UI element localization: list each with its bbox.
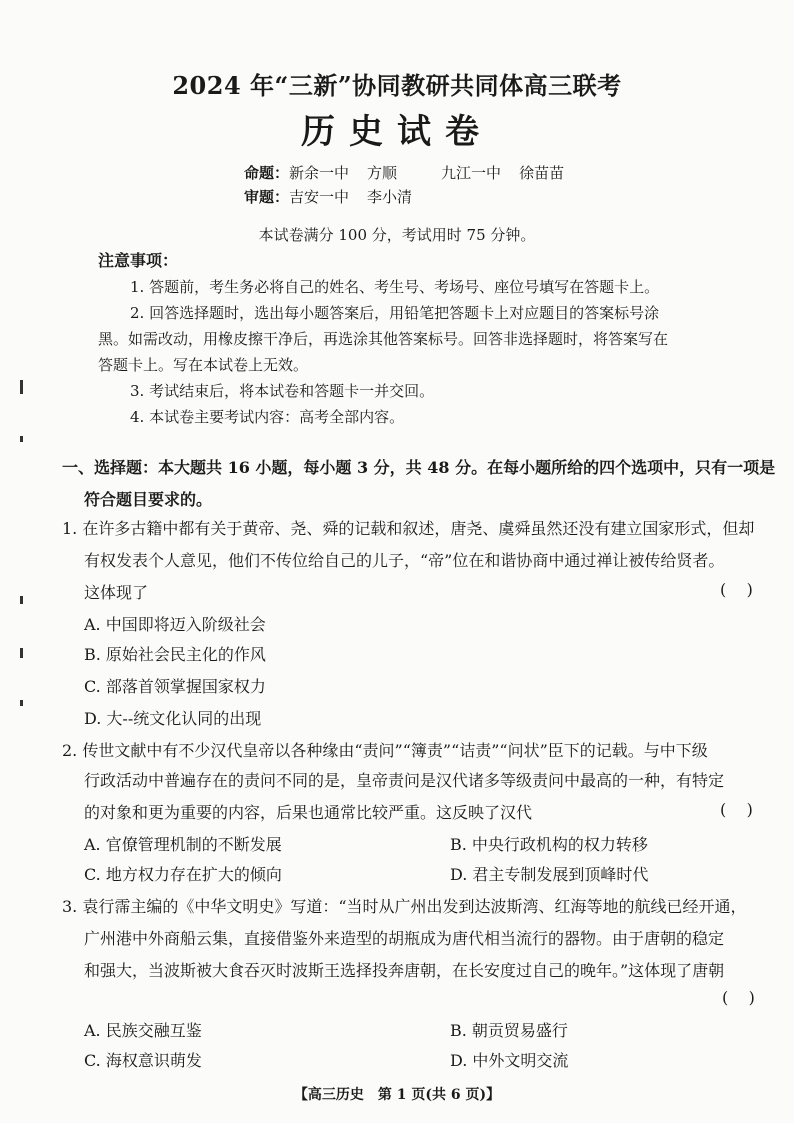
section-heading: 一、选择题：本大题共 16 小题，每小题 3 分，共 48 分。在每小题所给的四个选项中，只有一项是 <box>62 458 776 477</box>
subject-title: 历史试卷 <box>301 112 493 152</box>
exam-intro: 本试卷满分 100 分，考试用时 75 分钟。 <box>258 226 536 244</box>
question-3-stem: 和强大，当波斯被大食吞灭时波斯王选择投奔唐朝，在长安度过自己的晚年。”这体现了唐朝 <box>84 961 725 980</box>
question-2-stem: 的对象和更为重要的内容，后果也通常比较严重。这反映了汉代 <box>84 803 533 822</box>
notice-line: 答题卡上。写在本试卷上无效。 <box>98 356 309 374</box>
setter-label: 命题： <box>244 164 290 182</box>
setter-name: 方顺 <box>367 164 398 182</box>
question-1-stem: 1. 在许多古籍中都有关于黄帝、尧、舜的记载和叙述，唐尧、虞舜虽然还没有建立国家形式，但却 <box>62 519 755 538</box>
answer-blank: ( ) <box>720 800 753 819</box>
reviewer-name: 李小清 <box>367 188 413 206</box>
option-b: B. 原始社会民主化的作风 <box>84 645 266 664</box>
notice-line: 3. 考试结束后，将本试卷和答题卡一并交回。 <box>130 382 435 400</box>
answer-blank: ( ) <box>722 988 755 1007</box>
question-1-stem: 这体现了 <box>84 583 149 602</box>
notice-title: 注意事项： <box>98 251 179 270</box>
question-3-stem: 3. 袁行霈主编的《中华文明史》写道：“当时从广州出发到达波斯湾、红海等地的航线已经开通， <box>62 897 747 916</box>
option-d: D. 大--统文化认同的出现 <box>84 709 262 728</box>
binding-mark <box>20 648 23 658</box>
setter-school: 九江一中 <box>441 164 502 182</box>
option-b: B. 中央行政机构的权力转移 <box>450 835 648 854</box>
option-a: A. 中国即将迈入阶级社会 <box>84 615 266 634</box>
exam-title: 2024 年“三新”协同教研共同体高三联考 <box>172 71 622 100</box>
section-heading: 符合题目要求的。 <box>84 490 213 509</box>
option-d: D. 君主专制发展到顶峰时代 <box>450 865 649 884</box>
page-footer: 【高三历史 第 1 页(共 6 页)】 <box>293 1087 501 1103</box>
option-c: C. 海权意识萌发 <box>84 1051 202 1070</box>
question-2-stem: 2. 传世文献中有不少汉代皇帝以各种缘由“责问”“簿责”“诘责”“问状”臣下的记载。与中下级 <box>62 741 708 760</box>
notice-line: 黑。如需改动，用橡皮擦干净后，再选涂其他答案标号。回答非选择题时，将答案写在 <box>98 330 669 348</box>
option-d: D. 中外文明交流 <box>450 1051 569 1070</box>
binding-mark <box>20 436 23 442</box>
reviewer-label: 审题： <box>244 188 290 206</box>
option-a: A. 民族交融互鉴 <box>84 1021 202 1040</box>
answer-blank: ( ) <box>720 580 753 599</box>
question-2-stem: 行政活动中普遍存在的责问不同的是，皇帝责问是汉代诸多等级责问中最高的一种，有特定 <box>84 771 725 790</box>
question-1-stem: 有权发表个人意见，他们不传位给自己的儿子，“帝”位在和谐协商中通过禅让被传给贤者。 <box>84 551 725 570</box>
binding-mark <box>20 596 23 604</box>
notice-line: 4. 本试卷主要考试内容：高考全部内容。 <box>130 408 405 426</box>
setter-school: 新余一中 <box>289 164 350 182</box>
option-c: C. 地方权力存在扩大的倾向 <box>84 865 282 884</box>
setter-credits <box>244 162 564 183</box>
notice-line: 2. 回答选择题时，选出每小题答案后，用铅笔把答题卡上对应题目的答案标号涂 <box>130 304 660 322</box>
setter-name: 徐苗苗 <box>519 164 565 182</box>
binding-mark <box>20 380 23 394</box>
option-a: A. 官僚管理机制的不断发展 <box>84 835 282 854</box>
binding-mark <box>20 700 23 706</box>
reviewer-credits <box>244 186 412 207</box>
notice-line: 1. 答题前，考生务必将自己的姓名、考生号、考场号、座位号填写在答题卡上。 <box>130 278 660 296</box>
reviewer-school: 吉安一中 <box>289 188 350 206</box>
question-3-stem: 广州港中外商船云集，直接借鉴外来造型的胡瓶成为唐代相当流行的器物。由于唐朝的稳定 <box>84 929 725 948</box>
option-c: C. 部落首领掌握国家权力 <box>84 677 266 696</box>
option-b: B. 朝贡贸易盛行 <box>450 1021 568 1040</box>
